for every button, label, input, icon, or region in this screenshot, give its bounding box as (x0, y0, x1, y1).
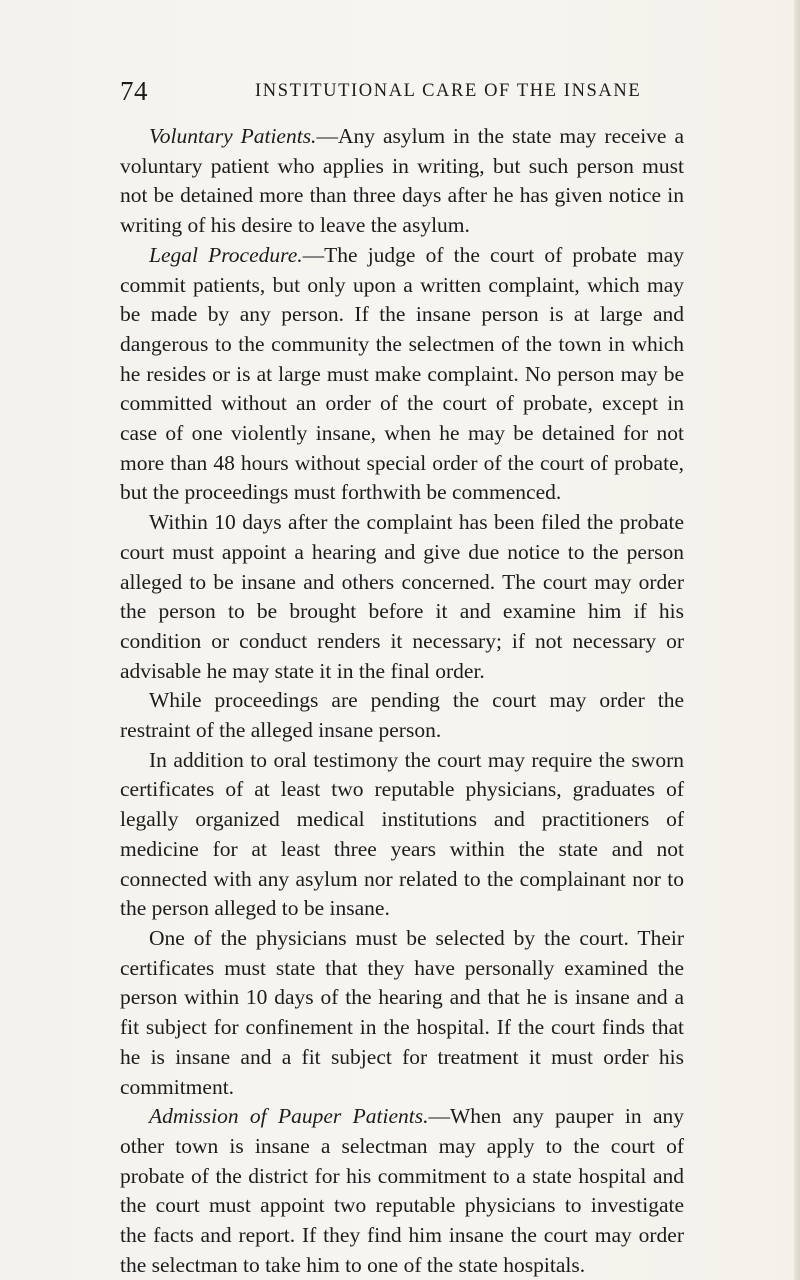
section-heading: Voluntary Patients. (149, 124, 317, 148)
page-edge-shadow (794, 0, 800, 1280)
paragraph-text: In addition to oral testimony the court may require the sworn certificates of at least two reputable physicians, graduates of legally organized medical institutions and practitioners of medicine for at least three years within the state and not connected with any asylum nor related to the complainant nor to the person alleged to be insane. (120, 747, 684, 921)
paragraph-text: While proceedings are pending the court may order the restraint of the alleged insane person. (120, 688, 684, 743)
paragraph-legal-procedure (120, 241, 684, 508)
paragraph-hearing (120, 508, 684, 686)
paragraph-text: One of the physicians must be selected by the court. Their certificates must state that they have personally examined the person within 10 days of the hearing and that he is insane and a fit subject for confinement in the hospital. If the court finds that he is insane and a fit subject for treatment it must order his commitment. (120, 925, 684, 1099)
paragraph-voluntary-patients (120, 122, 684, 241)
paragraph-restraint (120, 686, 684, 745)
paragraph-physicians (120, 924, 684, 1102)
running-title: INSTITUTIONAL CARE OF THE INSANE (255, 81, 642, 101)
section-heading: Legal Procedure. (149, 242, 303, 267)
running-head (120, 76, 700, 106)
paragraph-pauper-patients (120, 1102, 684, 1280)
paragraph-text: —When any pauper in any other town is insane a selectman may apply to the court of probate of the district for his commitment to a state hospital and the court must appoint two reputable physicians to investigate the facts and report. If they find him insane the court may order the selectman to take him to one of the state hospitals. (120, 1104, 684, 1277)
page-number: 74 (120, 76, 148, 106)
section-heading: Admission of Pauper Patients. (149, 1104, 429, 1129)
paragraph-certificates (120, 746, 684, 924)
paragraph-text: Within 10 days after the complaint has been filed the probate court must appoint a hearing and give due notice to the person alleged to be insane and others concerned. The court may order the person to be brought before it and examine him if his condition or conduct renders it necessary; if not necessary or advisable he may state it in the final order. (120, 510, 684, 683)
paragraph-text: —Any asylum in the state may receive a voluntary patient who applies in writing, but such person must not be detained more than three days after he has given notice in writing of his desire to leave the asylum. (120, 124, 684, 238)
paragraph-text: —The judge of the court of probate may commit patients, but only upon a written complaint, which may be made by any person. If the insane person is at large and dangerous to the community the selectmen of the town in which he resides or is at large must make complaint. No person may be committed without an order of the court of probate, except in case of one violently insane, when he may be detained for not more than 48 hours without special order of the court of probate, but the proceedings must forthwith be commenced. (120, 242, 684, 505)
body-text (120, 122, 684, 1280)
